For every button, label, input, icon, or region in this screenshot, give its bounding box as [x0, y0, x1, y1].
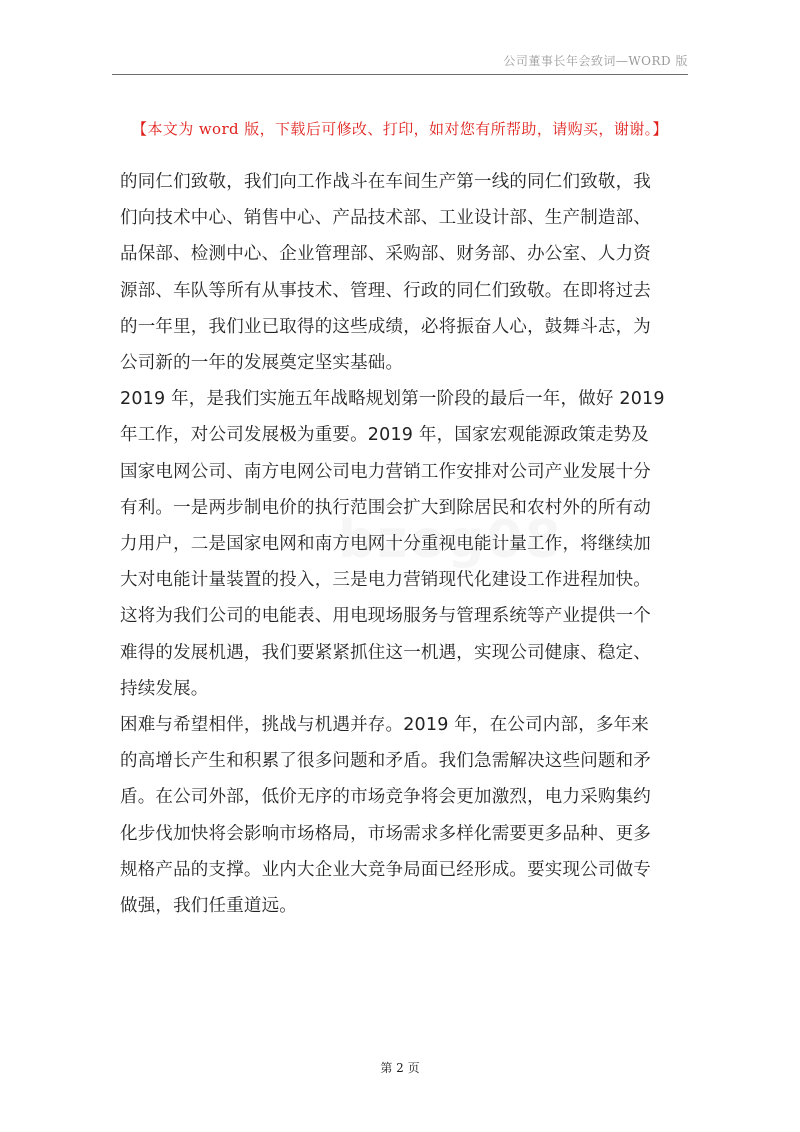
download-notice: 【本文为 word 版，下载后可修改、打印，如对您有所帮助，请购买，谢谢。】	[132, 120, 668, 138]
text-line: 国家电网公司、南方电网公司电力营销工作安排对公司产业发展十分	[120, 461, 651, 482]
text-line: 年工作，对公司发展极为重要。2019 年，国家宏观能源政策走势及	[120, 425, 649, 446]
paragraph-3	[120, 707, 690, 924]
paragraph-1	[120, 164, 690, 381]
text-line: 的同仁们致敬，我们向工作战斗在车间生产第一线的同仁们致敬，我	[120, 172, 651, 192]
text-line: 品保部、检测中心、企业管理部、采购部、财务部、办公室、人力资	[120, 244, 651, 265]
text-line: 大对电能计量装置的投入，三是电力营销现代化建设工作进程加快。	[120, 570, 651, 591]
header-divider	[112, 74, 688, 75]
text-line: 困难与希望相伴，挑战与机遇并存。2019 年，在公司内部，多年来	[120, 715, 649, 736]
page-number: 第 2 页	[380, 1061, 420, 1075]
text-line: 持续发展。	[120, 678, 209, 699]
text-line: 的高增长产生和积累了很多问题和矛盾。我们急需解决这些问题和矛	[120, 751, 651, 772]
page-header-title: 公司董事长年会致词—WORD 版	[503, 54, 688, 68]
text-line: 源部、车队等所有从事技术、管理、行政的同仁们致敬。在即将过去	[120, 280, 651, 301]
text-line: 公司新的一年的发展奠定坚实基础。	[120, 353, 404, 374]
text-line: 规格产品的支撑。业内大企业大竞争局面已经形成。要实现公司做专	[120, 859, 651, 880]
text-line: 做强，我们任重道远。	[120, 896, 297, 917]
document-body	[120, 164, 690, 924]
text-line: 的一年里，我们业已取得的这些成绩，必将振奋人心，鼓舞斗志，为	[120, 316, 651, 337]
text-line: 盾。在公司外部，低价无序的市场竞争将会更加激烈，电力采购集约	[120, 787, 651, 808]
text-line: 力用户，二是国家电网和南方电网十分重视电能计量工作，将继续加	[120, 534, 651, 555]
paragraph-2	[120, 381, 690, 707]
text-line: 2019 年，是我们实施五年战略规划第一阶段的最后一年，做好 2019	[120, 389, 665, 410]
text-line: 这将为我们公司的电能表、用电现场服务与管理系统等产业提供一个	[120, 606, 651, 627]
text-line: 们向技术中心、销售中心、产品技术部、工业设计部、生产制造部、	[120, 208, 651, 229]
text-line: 化步伐加快将会影响市场格局，市场需求多样化需要更多品种、更多	[120, 823, 651, 844]
text-line: 有利。一是两步制电价的执行范围会扩大到除居民和农村外的所有动	[120, 497, 651, 518]
text-line: 难得的发展机遇，我们要紧紧抓住这一机遇，实现公司健康、稳定、	[120, 642, 651, 663]
